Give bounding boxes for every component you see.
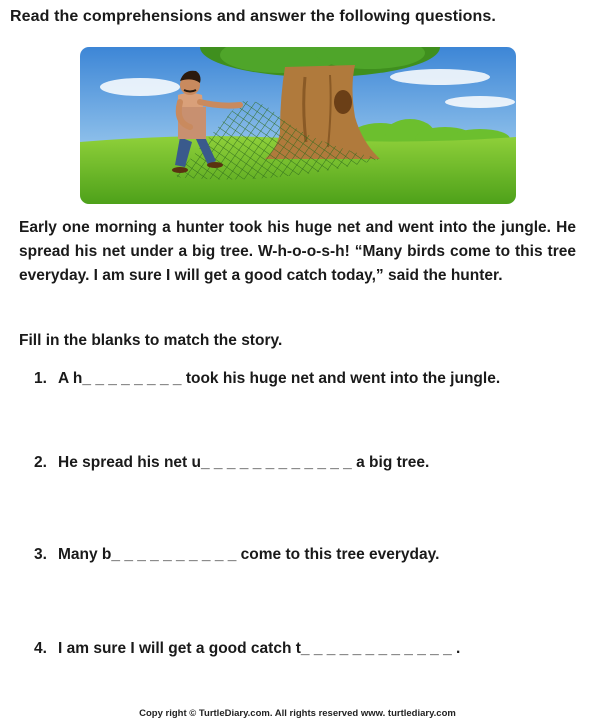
question-number: 2. [34,454,47,471]
answer-blank[interactable]: _ _ _ _ _ _ _ _ _ _ _ _ [200,454,352,471]
answer-blank[interactable]: _ _ _ _ _ _ _ _ _ _ [111,546,237,563]
question-number: 3. [34,546,47,563]
question-text-before: Many b [58,546,112,563]
question-3 [34,546,439,564]
question-4 [34,640,460,658]
question-text-before: I am sure I will get a good catch t [58,640,301,657]
question-text-before: He spread his net u [58,454,201,471]
fill-in-title: Fill in the blanks to match the story. [19,332,283,349]
story-passage: Early one morning a hunter took his huge net and went into the jungle. He spread his net under a big tree. W-h-o-o-s-h! “Many birds come to this tree everyday. I am sure I will get a good catch today,” said the hunter. [19,219,576,284]
question-text-after: . [451,640,461,657]
question-2 [34,454,429,472]
hunter-with-net-under-tree-illustration [80,47,516,204]
question-text-after: come to this tree everyday. [236,546,440,563]
worksheet-instruction: Read the comprehensions and answer the following questions. [10,8,496,25]
copyright-footer: Copy right © TurtleDiary.com. All rights reserved www. turtlediary.com [139,708,456,719]
question-number: 1. [34,370,47,387]
answer-blank[interactable]: _ _ _ _ _ _ _ _ _ _ _ _ [300,640,452,657]
question-text-after: took his huge net and went into the jungle. [181,370,501,387]
answer-blank[interactable]: _ _ _ _ _ _ _ _ [82,370,182,387]
question-text-after: a big tree. [351,454,430,471]
question-text-before: A h [58,370,83,387]
question-number: 4. [34,640,47,657]
question-1 [34,370,500,388]
